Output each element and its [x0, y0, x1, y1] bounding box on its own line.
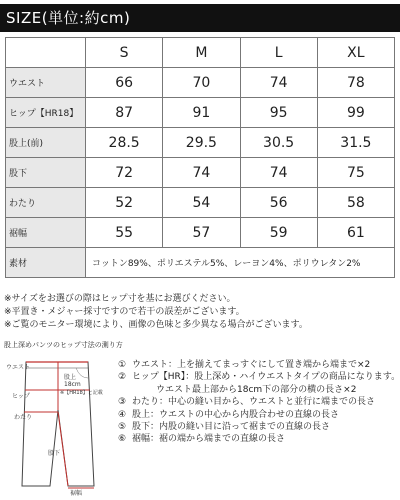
table-cell: 52 — [86, 188, 163, 218]
table-cell: 55 — [86, 218, 163, 248]
table-cell: 74 — [163, 158, 240, 188]
table-row-material — [6, 248, 395, 278]
list-item-text: 裾幅：裾の端から端までの直線の長さ — [132, 434, 286, 445]
size-title: SIZE(単位:約cm) — [0, 4, 400, 32]
list-item-text: ウエスト最上部から18cm下の部分の横の長さ×2 — [156, 384, 357, 395]
table-cell: 72 — [86, 158, 163, 188]
row-label-material: 素材 — [6, 248, 86, 278]
list-item — [118, 359, 400, 371]
list-item — [118, 396, 400, 408]
table-cell: 30.5 — [240, 128, 317, 158]
row-label-hem: 裾幅 — [6, 218, 86, 248]
row-label-waist: ウエスト — [6, 68, 86, 98]
row-label-inseam: 股下 — [6, 158, 86, 188]
table-cell: 61 — [317, 218, 394, 248]
list-item — [118, 409, 400, 421]
label-inseam: 股下 — [48, 450, 61, 457]
table-row — [6, 158, 395, 188]
list-item-number: ③ — [118, 397, 127, 408]
list-item — [118, 384, 400, 396]
list-item-number: ② — [118, 372, 127, 383]
table-row — [6, 128, 395, 158]
table-cell: 66 — [86, 68, 163, 98]
label-watari: わたり — [14, 414, 33, 421]
table-cell: 74 — [240, 68, 317, 98]
table-cell: 59 — [240, 218, 317, 248]
table-cell: 56 — [240, 188, 317, 218]
size-col-s: S — [86, 38, 163, 68]
pants-diagram — [6, 354, 114, 498]
size-table — [5, 37, 395, 278]
list-item-text: わたり：中心の縫い目から、ウエストと並行に端までの長さ — [132, 397, 376, 408]
table-cell: 99 — [317, 98, 394, 128]
table-row — [6, 218, 395, 248]
table-cell: 70 — [163, 68, 240, 98]
table-cell: 57 — [163, 218, 240, 248]
size-header-row — [6, 38, 395, 68]
table-cell: 54 — [163, 188, 240, 218]
list-item-text: 股下：内股の縫い目に沿って裾までの直線の長さ — [132, 422, 331, 433]
table-row — [6, 188, 395, 218]
label-rise: 股上 18cm — [64, 374, 81, 388]
list-item-text: 股上：ウエストの中心から内股合わせの直線の長さ — [132, 409, 340, 420]
note-item: ※サイズをお選びの際はヒップ寸を基にお選びください。 — [4, 294, 236, 304]
list-item-text: ウエスト：上を揃えてまっすぐにして置き端から端まで×2 — [132, 360, 371, 370]
note-item: ※平置き・メジャー採寸ですので若干の誤差がございます。 — [4, 307, 245, 317]
table-cell: 31.5 — [317, 128, 394, 158]
table-corner — [6, 38, 86, 68]
table-cell: 78 — [317, 68, 394, 98]
diagram-title: 股上深めパンツのヒップ寸法の測り方 — [4, 341, 123, 349]
row-label-thigh: わたり — [6, 188, 86, 218]
table-cell: 74 — [240, 158, 317, 188]
table-row — [6, 98, 395, 128]
table-cell: 58 — [317, 188, 394, 218]
table-row — [6, 68, 395, 98]
size-col-xl: XL — [317, 38, 394, 68]
label-waist: ウエスト — [6, 364, 31, 371]
notes — [4, 293, 308, 332]
list-item-number: ⑤ — [118, 422, 127, 433]
table-cell: 75 — [317, 158, 394, 188]
list-item-number: ① — [118, 360, 127, 370]
list-item-number: ⑥ — [118, 434, 127, 445]
material-value: コットン89%、ポリエステル5%、レーヨン4%、ポリウレタン2% — [86, 248, 395, 278]
label-hip: ヒップ — [12, 393, 30, 400]
list-item — [118, 421, 400, 433]
list-item — [118, 433, 400, 445]
label-hem: 裾幅 — [70, 490, 83, 497]
size-col-m: M — [163, 38, 240, 68]
measurement-list — [118, 359, 400, 446]
row-label-hip: ヒップ【HR18】 — [6, 98, 86, 128]
list-item-text: ヒップ【HR】：股上深め・ハイウエストタイプの商品になります。 — [132, 372, 400, 383]
table-cell: 28.5 — [86, 128, 163, 158]
table-cell: 87 — [86, 98, 163, 128]
list-item-number: ④ — [118, 409, 127, 420]
table-cell: 29.5 — [163, 128, 240, 158]
row-label-rise: 股上(前) — [6, 128, 86, 158]
table-cell: 91 — [163, 98, 240, 128]
list-item — [118, 371, 400, 383]
size-col-l: L — [240, 38, 317, 68]
table-cell: 95 — [240, 98, 317, 128]
label-hr18: ※【HR18】と記載 — [60, 390, 103, 396]
note-item: ※ご覧のモニター環境により、画像の色味と多少異なる場合がございます。 — [4, 320, 308, 330]
